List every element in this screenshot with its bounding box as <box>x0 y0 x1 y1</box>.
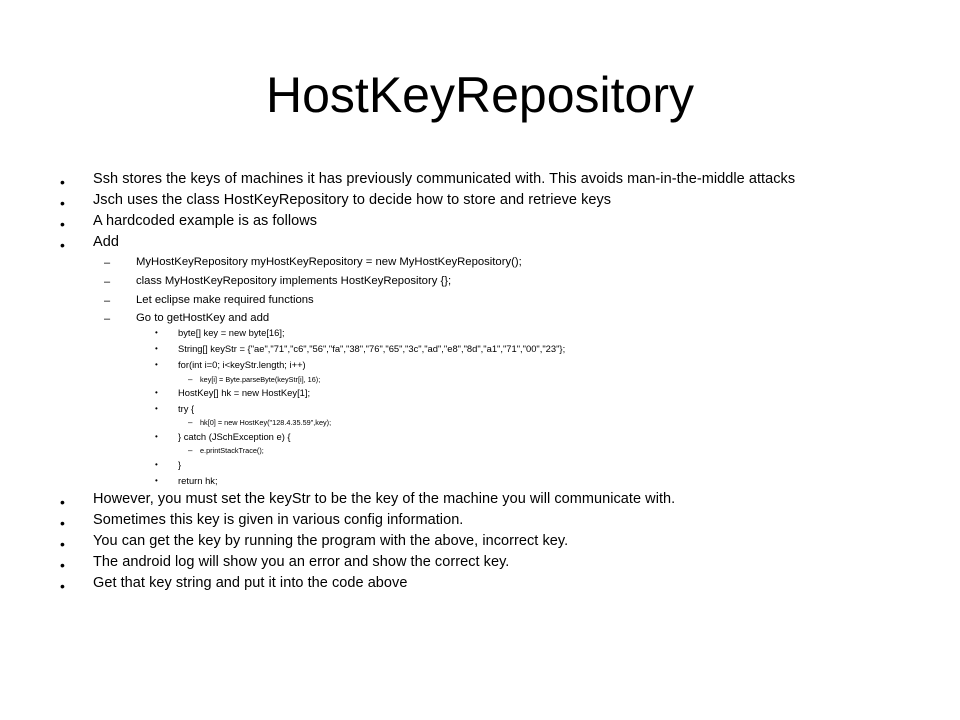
code-line: String[] keyStr = {"ae","71","c6","56","fa","38","76","65","3c","ad","e8","8d","a1","71","00","23"}; <box>178 343 566 354</box>
bullet-marker: • <box>60 195 65 211</box>
code-line: byte[] key = new byte[16]; <box>178 327 285 338</box>
bullet-text: Add <box>93 234 119 250</box>
bullet-text: The android log will show you an error and show the correct key. <box>93 554 510 570</box>
code-line: hk[0] = new HostKey("128.4.35.59",key); <box>200 418 332 427</box>
slide-title: HostKeyRepository <box>266 67 694 123</box>
bullet-text: Ssh stores the keys of machines it has previously communicated with. This avoids man-in-the-middle attacks <box>93 171 796 187</box>
dash-marker: – <box>188 375 193 384</box>
dash-marker: – <box>104 257 111 269</box>
bullet-text: Get that key string and put it into the code above <box>93 575 408 591</box>
bullet-marker: • <box>60 237 65 253</box>
bullet-marker: • <box>155 344 158 353</box>
bullet-text: However, you must set the keyStr to be the key of the machine you will communicate with. <box>93 491 676 507</box>
bullet-marker: • <box>155 360 158 369</box>
bullet-marker: • <box>155 432 158 441</box>
bullet-text: A hardcoded example is as follows <box>93 213 318 229</box>
bullet-marker: • <box>155 328 158 337</box>
bullet-marker: • <box>155 476 158 485</box>
code-line: key[i] = Byte.parseByte(keyStr[i], 16); <box>200 375 321 384</box>
code-line: for(int i=0; i<keyStr.length; i++) <box>178 359 306 370</box>
bullet-marker: • <box>60 578 65 594</box>
code-line: e.printStackTrace(); <box>200 446 264 455</box>
bullet-text: Sometimes this key is given in various config information. <box>93 512 464 528</box>
bullet-marker: • <box>60 216 65 232</box>
dash-marker: – <box>104 295 111 307</box>
dash-marker: – <box>104 276 111 288</box>
code-line: HostKey[] hk = new HostKey[1]; <box>178 387 311 398</box>
code-line: MyHostKeyRepository myHostKeyRepository = new MyHostKeyRepository(); <box>136 256 522 268</box>
bullet-marker: • <box>155 460 158 469</box>
bullet-text: You can get the key by running the program with the above, incorrect key. <box>93 533 569 549</box>
sub-bullet-text: Go to getHostKey and add <box>136 312 270 324</box>
bullet-marker: • <box>60 515 65 531</box>
bullet-marker: • <box>60 174 65 190</box>
dash-marker: – <box>188 446 193 455</box>
code-line: return hk; <box>178 475 218 486</box>
bullet-marker: • <box>155 404 158 413</box>
bullet-marker: • <box>155 388 158 397</box>
dash-marker: – <box>188 418 193 427</box>
bullet-marker: • <box>60 557 65 573</box>
bullet-marker: • <box>60 536 65 552</box>
bullet-marker: • <box>60 494 65 510</box>
dash-marker: – <box>104 313 111 325</box>
code-line: } catch (JSchException e) { <box>178 431 291 442</box>
bullet-text: Jsch uses the class HostKeyRepository to decide how to store and retrieve keys <box>93 192 612 208</box>
code-line: try { <box>178 403 195 414</box>
code-line: class MyHostKeyRepository implements HostKeyRepository {}; <box>136 275 452 287</box>
code-line: } <box>178 459 182 470</box>
sub-bullet-text: Let eclipse make required functions <box>136 294 314 306</box>
